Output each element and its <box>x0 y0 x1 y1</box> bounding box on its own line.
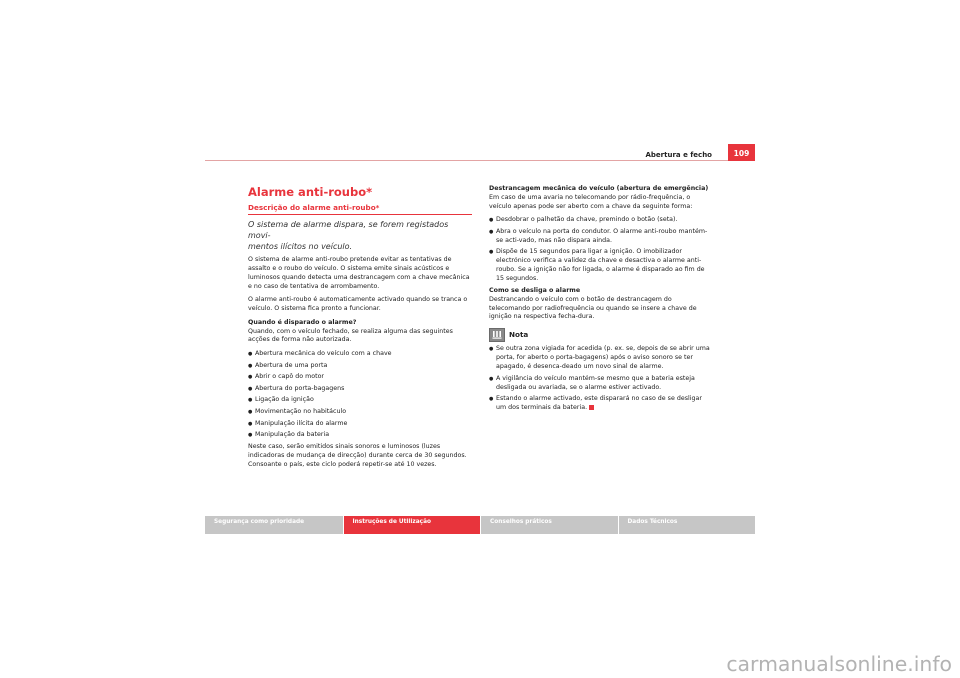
list-item: ● Dispõe de 15 segundos para ligar a ignição. O imobilizador electrónico verifica a validez da chave e desactiva o alarme anti-roubo. Se a ignição não for ligada, o alarme é disparado ao fim de 15 segundos. <box>489 248 713 284</box>
note-header <box>489 328 713 342</box>
trigger-list <box>248 350 472 440</box>
list-item: ● Abertura mecânica do veículo com a chave <box>248 350 472 359</box>
note-title: Nota <box>509 329 529 339</box>
tab-conselhos[interactable]: Conselhos práticos <box>480 516 618 534</box>
list-item: ● Abertura de uma porta <box>248 362 472 371</box>
subsection-title: Quando é disparado o alarme? <box>248 318 357 326</box>
lead-line-1: O sistema de alarme dispara, se forem registados movi- <box>248 220 449 240</box>
footer-nav <box>205 516 755 534</box>
list-item: ● A vigilância do veículo mantém-se mesmo que a bateria esteja desligada ou avariada, se o alarme estiver activado. <box>489 375 713 393</box>
list-item: ● Abrir o capô do motor <box>248 373 472 382</box>
list-item: ● Manipulação ilícita do alarme <box>248 420 472 429</box>
paragraph: Em caso de uma avaria no telecomando por rádio-frequência, o veículo apenas pode ser aberto com a chave da seguinte forma: <box>489 193 693 210</box>
tab-dados[interactable]: Dados Técnicos <box>618 516 756 534</box>
list-item: ● Ligação da ignição <box>248 396 472 405</box>
section-title: Abertura e fecho <box>645 151 712 159</box>
list-item: ● Manipulação da bateria <box>248 431 472 440</box>
list-item: ● Se outra zona vigiada for acedida (p. ex. se, depois de se abrir uma porta, for aberto o porta-bagagens) após o aviso sonoro se ter apagado, é desenca-deado um novo sinal de alarme. <box>489 345 713 372</box>
end-of-section-marker <box>589 405 594 410</box>
page-heading: Alarme anti-roubo* <box>248 185 373 199</box>
paragraph: O alarme anti-roubo é automaticamente activado quando se tranca o veículo. O sistema fica pronto a funcionar. <box>248 296 468 313</box>
lead-line-2: mentos ilícitos no veículo. <box>248 242 353 251</box>
paragraph: Destrancando o veículo com o botão de destrancagem do telecomando por radiofrequência ou quando se insere a chave de ignição na respectiva fecha-dura. <box>489 295 697 321</box>
unlock-steps-list <box>489 216 713 284</box>
section-subheading: Descrição do alarme anti-roubo* <box>248 203 472 215</box>
list-item: ● Abra o veículo na porta do condutor. O alarme anti-roubo mantém-se acti-vado, mas não dispara ainda. <box>489 228 713 246</box>
subsection-title: Como se desliga o alarme <box>489 286 581 294</box>
tab-instrucoes[interactable]: Instruções de Utilização <box>343 516 481 534</box>
subsection-title: Destrancagem mecânica do veículo (abertura de emergência) <box>489 185 709 192</box>
watermark: carmanualsonline.info <box>726 652 952 676</box>
paragraph: Neste caso, serão emitidos sinais sonoros e luminosos (luzes indicadoras de mudança de direcção) durante cerca de 30 segundos. Consoante o país, este ciclo poderá repetir-se até 10 vezes. <box>248 442 467 468</box>
list-item <box>489 395 713 413</box>
header-rule <box>205 160 755 161</box>
lead-text <box>248 219 472 252</box>
list-item-text: Estando o alarme activado, este disparará no caso de se desligar um dos terminais da bateria. <box>496 395 702 412</box>
right-column <box>489 185 713 416</box>
page-number: 109 <box>728 144 755 161</box>
tab-seguranca[interactable]: Segurança como prioridade <box>205 516 343 534</box>
list-item: ● Abertura do porta-bagagens <box>248 385 472 394</box>
left-column <box>248 185 472 474</box>
paragraph: Quando, com o veículo fechado, se realiza alguma das seguintes acções de forma não autorizada. <box>248 327 453 344</box>
list-item: ● Movimentação no habitáculo <box>248 408 472 417</box>
note-list <box>489 345 713 413</box>
note-icon <box>489 328 505 342</box>
list-item: ● Desdobrar o palhetão da chave, premindo o botão (seta). <box>489 216 713 225</box>
paragraph: O sistema de alarme anti-roubo pretende evitar as tentativas de assalto e o roubo do veículo. O sistema emite sinais acústicos e luminosos quando detecta uma destrancagem com a chave mecânica e no caso de tentativa de arrombamento. <box>248 256 470 290</box>
